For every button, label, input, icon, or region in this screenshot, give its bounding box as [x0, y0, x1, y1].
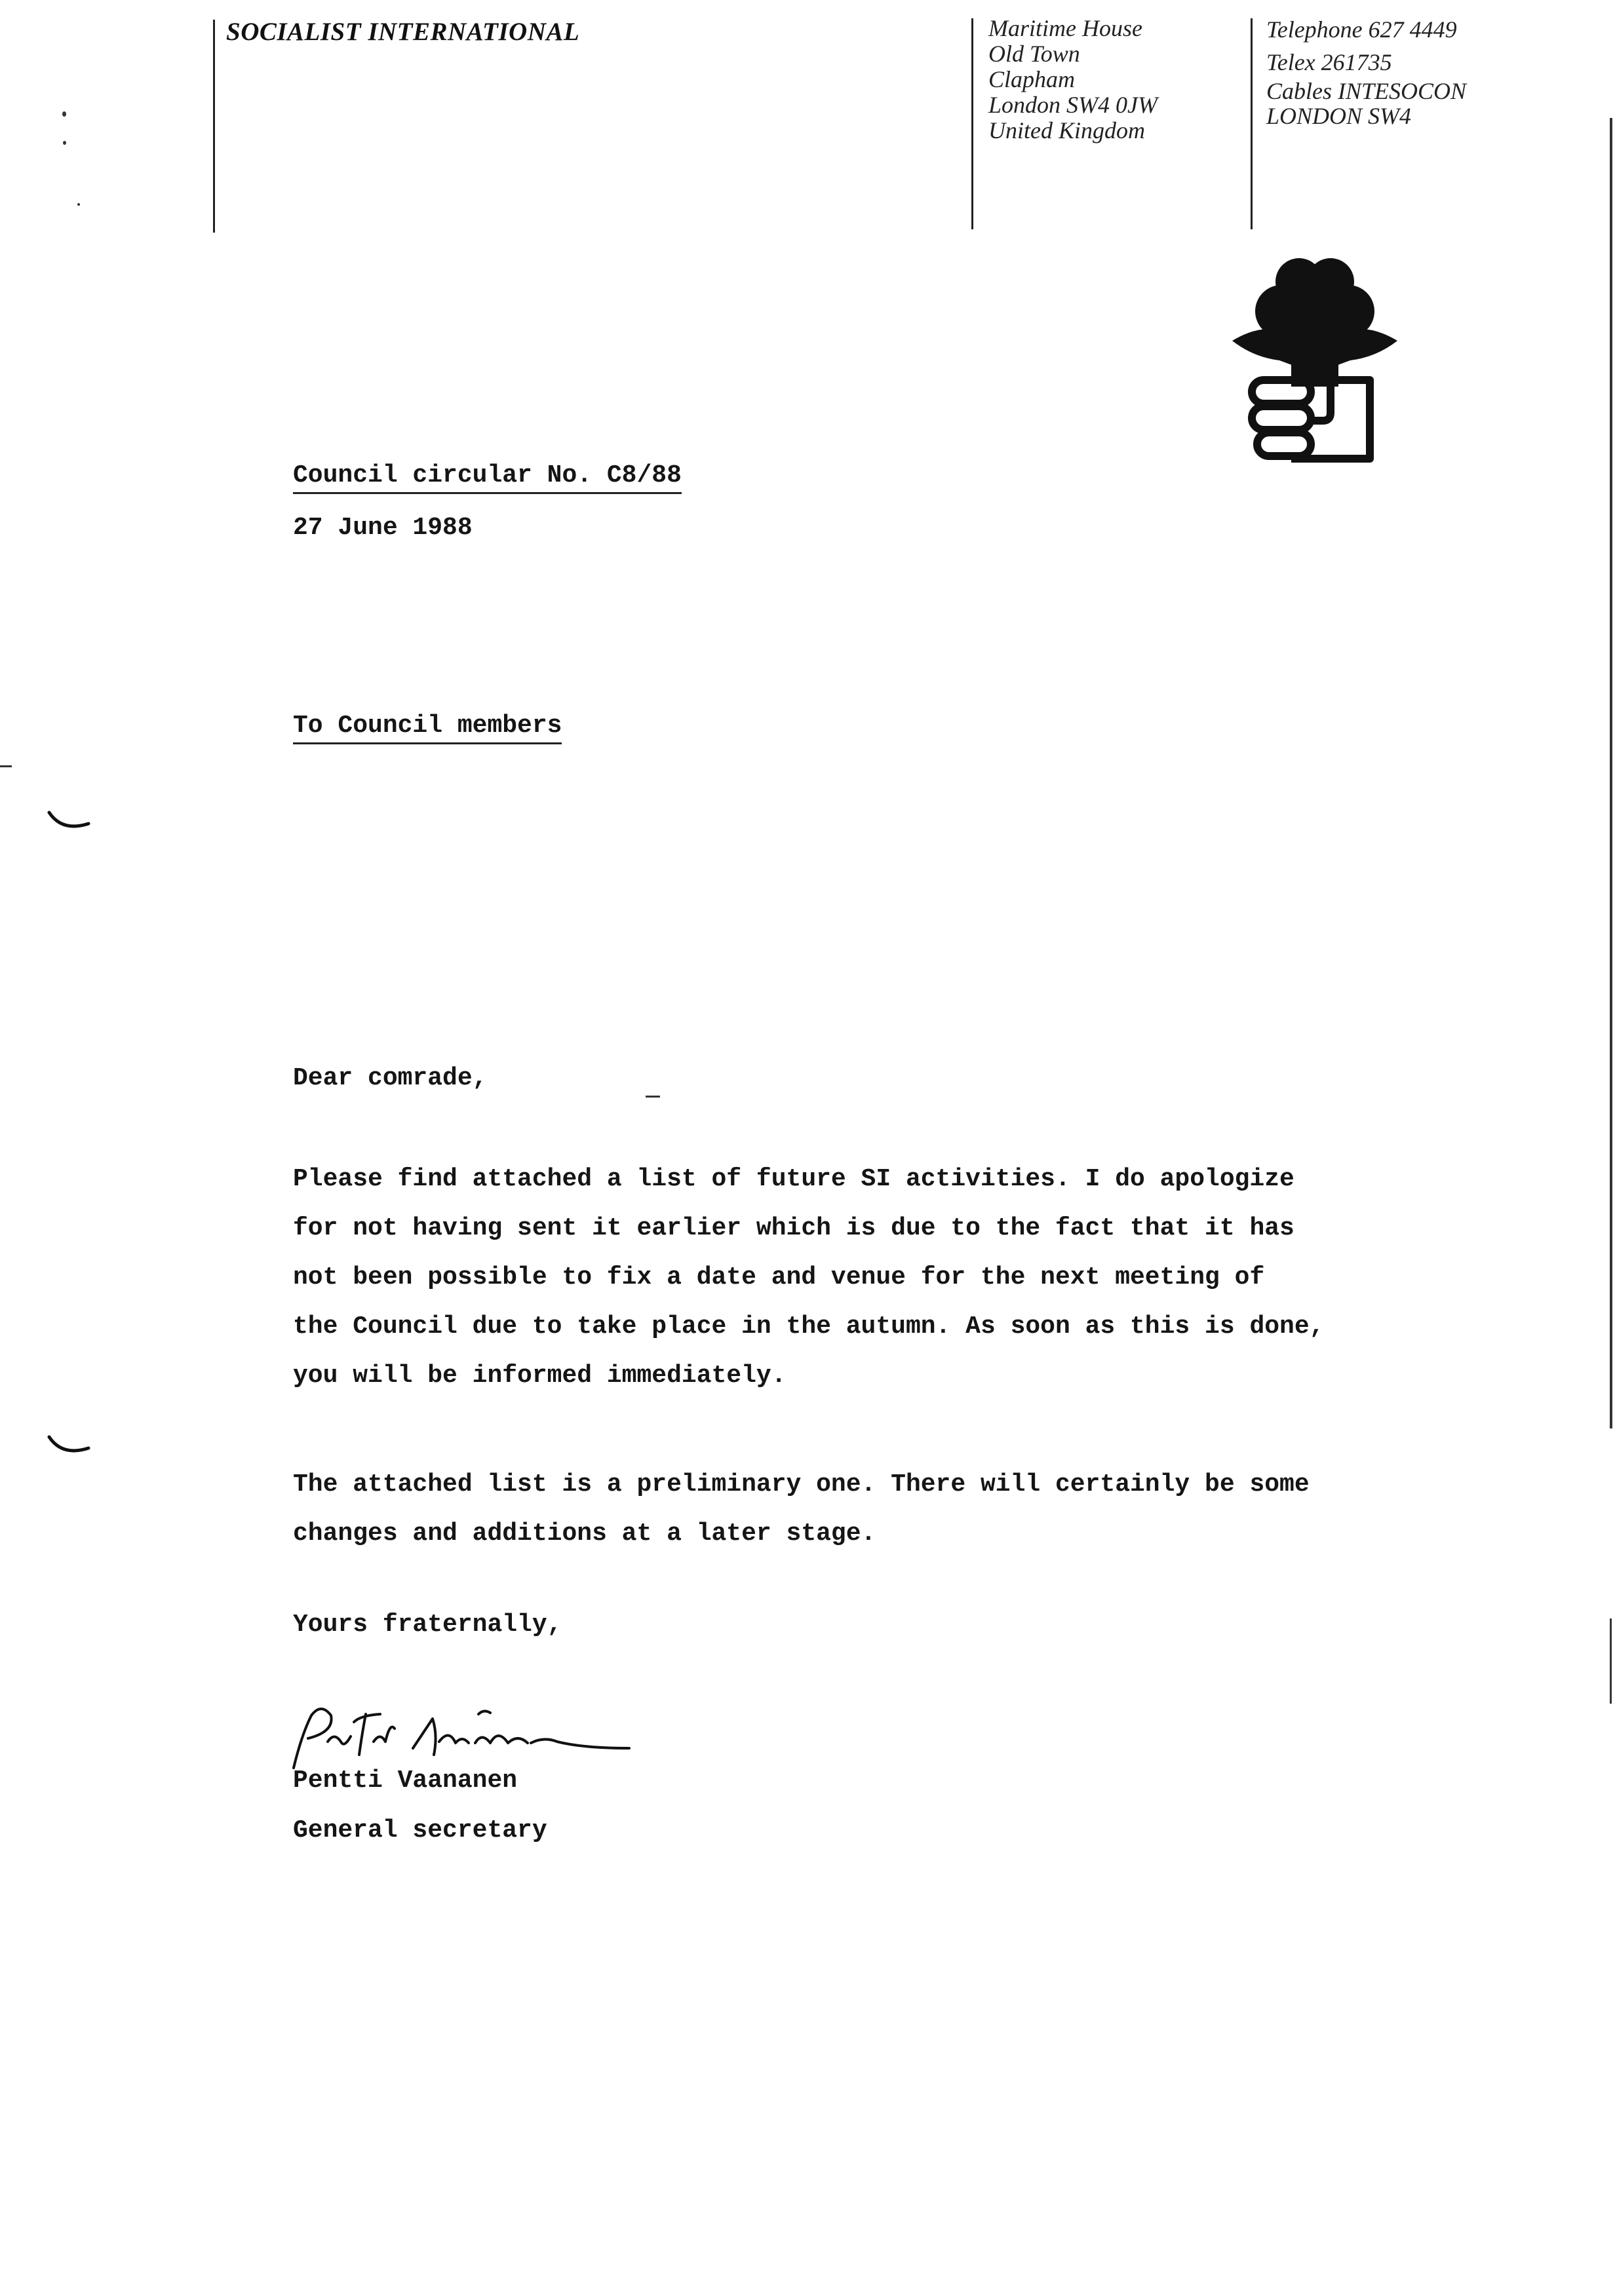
- body-paragraph-2: [293, 1460, 1310, 1558]
- closing: Yours fraternally,: [293, 1611, 562, 1639]
- scan-speck: [63, 141, 66, 145]
- hole-punch-mark: [46, 809, 92, 835]
- hole-punch-mark: [46, 1434, 92, 1460]
- telephone: Telephone 627 4449: [1266, 16, 1457, 43]
- body-line: for not having sent it earlier which is due to the fact that it has: [293, 1214, 1294, 1242]
- body-line: you will be informed immediately.: [293, 1362, 787, 1390]
- body-paragraph-1: [293, 1155, 1324, 1400]
- address-line: Clapham: [988, 66, 1076, 92]
- signatory-title: General secretary: [293, 1816, 547, 1845]
- cables-city: LONDON SW4: [1266, 103, 1412, 129]
- page-edge-shadow: [1610, 1618, 1612, 1704]
- telex: Telex 261735: [1266, 49, 1392, 75]
- body-line: The attached list is a preliminary one. There will certainly be some: [293, 1470, 1310, 1499]
- scan-speck: [77, 203, 80, 206]
- address-line: Maritime House: [988, 15, 1142, 41]
- page-edge-shadow: [1610, 118, 1612, 1428]
- address-line: Old Town: [988, 41, 1080, 67]
- circular-number: Council circular No. C8/88: [293, 461, 682, 494]
- organization-name: SOCIALIST INTERNATIONAL: [226, 18, 580, 46]
- body-line: Please find attached a list of future SI activities. I do apologize: [293, 1165, 1294, 1193]
- body-line: not been possible to fix a date and venue for the next meeting of: [293, 1263, 1265, 1292]
- body-line: the Council due to take place in the autumn. As soon as this is done,: [293, 1312, 1325, 1341]
- letter-date: 27 June 1988: [293, 514, 473, 542]
- letterhead-left-rule: [213, 20, 215, 233]
- signatory-name: Pentti Vaananen: [293, 1767, 518, 1795]
- handwritten-signature: [282, 1696, 636, 1774]
- contact-details: [1266, 13, 1466, 128]
- body-line: changes and additions at a later stage.: [293, 1520, 876, 1548]
- cables: Cables INTESOCON: [1266, 78, 1467, 104]
- letterhead-middle-rule: [971, 18, 973, 229]
- recipient-line: To Council members: [293, 712, 562, 744]
- postal-address: [988, 16, 1158, 144]
- scan-speck: [0, 765, 12, 767]
- address-line: London SW4 0JW: [988, 92, 1158, 118]
- letterhead-right-rule: [1251, 18, 1253, 229]
- address-line: United Kingdom: [988, 117, 1145, 144]
- salutation: Dear comrade,: [293, 1064, 488, 1092]
- scan-speck: [646, 1096, 660, 1098]
- scan-speck: [62, 111, 66, 117]
- fist-and-rose-icon: [1226, 249, 1403, 472]
